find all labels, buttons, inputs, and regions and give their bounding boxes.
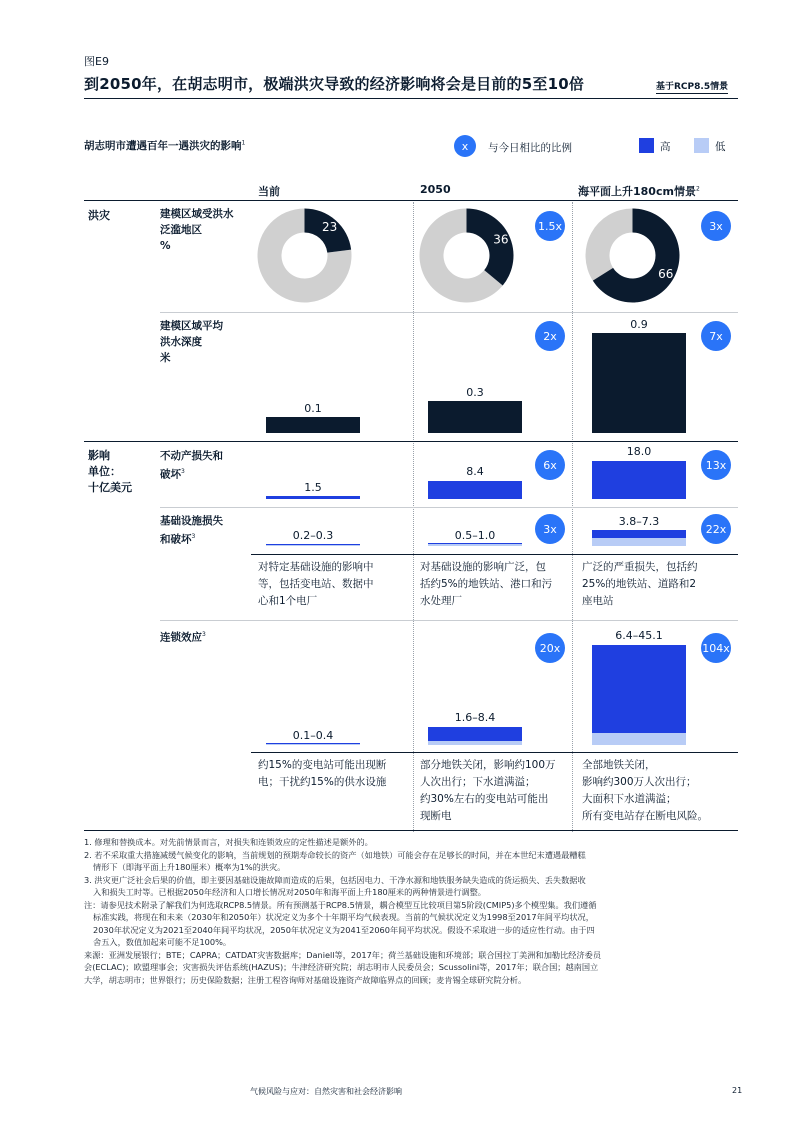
infra-value-sea: 3.8–7.3 [618, 515, 660, 528]
column-current: 当前 [258, 185, 280, 198]
knockon-value-2050: 1.6–8.4 [454, 711, 496, 724]
footnote-line: 标准实践，将现在和未来（2030年和2050年）状况定义为多个十年期平均气候表现。当前的气候状况定义为1998至2017年间平均状况， [93, 912, 594, 922]
infra-value-current: 0.2–0.3 [292, 529, 334, 542]
ratio-badge-realestate-sea: 13x [701, 450, 731, 480]
knockon-bar-sea [592, 645, 686, 733]
infra-bar-2050-range [428, 544, 522, 546]
footnote-line: 1. 修理和替换成本。对先前情景而言，对损失和连锁效应的定性描述是额外的。 [84, 837, 373, 847]
realestate-bar-current [266, 496, 360, 499]
realestate-value-current: 1.5 [304, 481, 322, 494]
column-sea-level: 海平面上升180cm情景$^2$ [578, 185, 700, 198]
depth-bar-sea [592, 333, 686, 433]
footnote-line: 入和损失工时等。已根据2050年经济和人口增长情况对2050年和海平面上升180厘米的两种情景进行调整。 [93, 887, 486, 897]
knockon-note-2050: 部分地铁关闭，影响约100万 人次出行；下水道满溢； 约30%左右的变电站可能出 现断电 [420, 759, 556, 822]
knockon-value-current: 0.1–0.4 [292, 729, 334, 742]
row-divider [160, 620, 738, 621]
infra-bar-current-range [266, 545, 360, 546]
ratio-badge-icon: x [454, 135, 476, 157]
footnote-line: 舍五入，数值加起来可能不足100%。 [93, 937, 232, 947]
footnote-rule [84, 830, 738, 831]
footnote-line: 情形下（即海平面上升180厘米）概率为1%的洪灾。 [93, 862, 286, 872]
knockon-note-sea: 全部地铁关闭， 影响约300万人次出行； 大面积下水道满溢； 所有变电站存在断电风险。 [582, 759, 708, 822]
metric-flooded-area-label: 建模区域受洪水 泛滥地区 % [160, 208, 234, 252]
footnote-line: 来源：亚洲发展银行；BTE；CAPRA；CATDAT灾害数据库；Daniell等，2017年；荷兰基础设施和环境部；联合国拉丁美洲和加勒比经济委员 [84, 949, 602, 960]
row-divider [160, 312, 738, 313]
footnote-line: 大学，胡志明市；世界银行；历史保险数据；注册工程咨询师对基础设施资产故障临界点的回顾；麦肯锡全球研究院分析。 [84, 974, 527, 985]
knockon-bar-sea-range [592, 733, 686, 745]
knockon-bar-current-range [266, 744, 360, 745]
donut-sea-level [584, 207, 681, 304]
ratio-legend-label: 与今日相比的比例 [488, 142, 572, 154]
header-rule [84, 200, 738, 201]
section-impact-label: 影响 单位： 十亿美元 [88, 449, 132, 494]
metric-real-estate-label: 不动产损失和 破坏$^3$ [160, 450, 223, 481]
column-divider-2 [572, 202, 573, 832]
column-2050: 2050 [420, 183, 451, 196]
ratio-badge-depth-2050: 2x [535, 321, 565, 351]
depth-bar-2050 [428, 401, 522, 433]
infra-note-current: 对特定基础设施的影响中 等，包括变电站、数据中 心和1个电厂 [258, 561, 374, 607]
footnote-line: 注：请参见技术附录了解我们为何选取RCP8.5情景。所有预测基于RCP8.5情景，耦合模型互比较项目第5阶段(CMIP5)多个模型集。我们遵循 [84, 899, 597, 910]
ratio-badge-flooded-sea: 3x [701, 211, 731, 241]
footnote-line: 2030年状况定义为2021至2040年间平均状况，2050年状况定义为2041至2060年间平均状况。假设不采取进一步的适应性行动。由于四 [93, 924, 595, 935]
page-footer: 气候风险与应对：自然灾害和社会经济影响 [250, 1087, 402, 1096]
metric-infrastructure-label: 基础设施损失 和破坏$^3$ [160, 515, 223, 546]
ratio-badge-flooded-2050: 1.5x [535, 211, 565, 241]
metric-knock-on-label: 连锁效应$^3$ [160, 631, 206, 644]
infra-bar-sea [592, 530, 686, 538]
section-flood-label: 洪灾 [88, 209, 110, 222]
metric-flood-depth-label: 建模区域平均 洪水深度 米 [160, 320, 223, 364]
ratio-badge-depth-sea: 7x [701, 321, 731, 351]
knockon-bar-2050 [428, 727, 522, 741]
knockon-bar-2050-range [428, 741, 522, 745]
depth-value-sea: 0.9 [630, 318, 648, 331]
donut-value-label: 23 [321, 219, 338, 234]
footnote-line: 3. 洪灾更广泛社会后果的价值，即主要因基础设施故障而造成的后果，包括因电力、干净水源和地铁服务缺失造成的货运损失、丢失数据收 [84, 874, 586, 885]
infra-note-sea: 广泛的严重损失，包括约 25%的地铁站、道路和2 座电站 [582, 561, 698, 607]
ratio-badge-realestate-2050: 6x [535, 450, 565, 480]
knockon-note-current: 约15%的变电站可能出现断 电；干扰约15%的供水设施 [258, 759, 387, 788]
infra-note-2050: 对基础设施的影响广泛，包 括约5%的地铁站、港口和污 水处理厂 [420, 561, 553, 607]
chart-subtitle: 胡志明市遭遇百年一遇洪灾的影响$^1$ [84, 139, 246, 152]
donut-2050 [418, 207, 515, 304]
realestate-bar-2050 [428, 481, 522, 499]
depth-value-2050: 0.3 [466, 386, 484, 399]
donut-flooded-slice [467, 209, 514, 286]
realestate-value-sea: 18.0 [626, 445, 652, 458]
ratio-badge-knockon-2050: 20x [535, 633, 565, 663]
donut-current [256, 207, 353, 304]
depth-bar-current [266, 417, 360, 433]
high-label: 高 [660, 141, 671, 153]
figure-title: 到2050年，在胡志明市，极端洪灾导致的经济影响将会是目前的5至10倍 [84, 75, 585, 93]
infra-bar-sea-range [592, 538, 686, 546]
scenario-tag: 基于RCP8.5情景 [656, 79, 728, 94]
depth-value-current: 0.1 [304, 402, 322, 415]
footnote-line: 2. 若不采取重大措施减缓气候变化的影响，当前规划的预期寿命较长的资产（如地铁）可能会存在足够长的时间，并在本世纪末遭遇最糟糕 [84, 849, 586, 860]
footnote-line: 会(ECLAC)；欧盟理事会；灾害损失评估系统(HAZUS)；牛津经济研究院；胡志明市人民委员会；Scussolini等，2017年；联合国；越南国立 [84, 962, 599, 972]
ratio-badge-knockon-sea: 104x [701, 633, 731, 663]
donut-rest-slice [586, 209, 633, 281]
figure-label: 图E9 [84, 55, 109, 68]
title-rule [84, 98, 738, 99]
ratio-badge-infra-2050: 3x [535, 514, 565, 544]
donut-value-label: 66 [658, 266, 674, 281]
row-divider [251, 554, 738, 555]
donut-value-label: 36 [493, 232, 509, 247]
realestate-bar-sea [592, 461, 686, 499]
footnotes [84, 836, 744, 986]
section-rule [84, 441, 738, 442]
row-divider [160, 507, 738, 508]
ratio-badge-infra-sea: 22x [701, 514, 731, 544]
column-divider-1 [413, 202, 414, 832]
low-swatch [694, 138, 709, 153]
page-number: 21 [732, 1086, 743, 1095]
high-swatch [639, 138, 654, 153]
row-divider [251, 752, 738, 753]
realestate-value-2050: 8.4 [466, 465, 484, 478]
infra-value-2050: 0.5–1.0 [454, 529, 496, 542]
low-label: 低 [715, 141, 726, 153]
knockon-value-sea: 6.4–45.1 [615, 629, 663, 642]
